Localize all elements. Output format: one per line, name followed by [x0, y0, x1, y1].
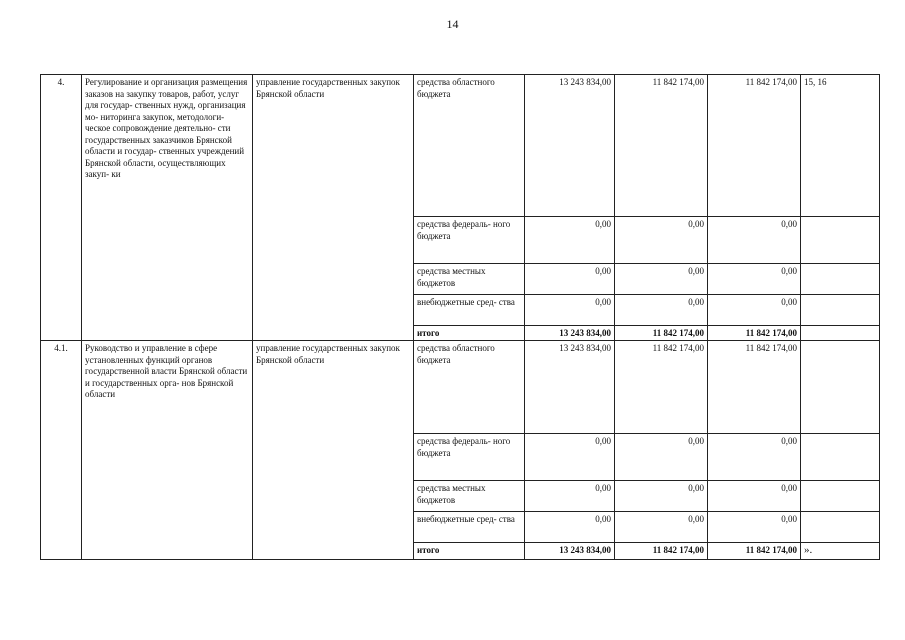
page-number: 14: [446, 17, 459, 31]
amount-year-1: 0,00: [525, 481, 615, 512]
amount-year-3: 0,00: [708, 295, 801, 326]
amount-year-3: 11 842 174,00: [708, 75, 801, 217]
executor-name: управление государственных закупок Брянской области: [253, 75, 414, 341]
amount-year-1: 0,00: [525, 264, 615, 295]
amount-year-3: 0,00: [708, 217, 801, 264]
indicator-ref: [801, 341, 880, 434]
indicator-ref: [801, 481, 880, 512]
amount-year-3: 0,00: [708, 512, 801, 543]
funding-source-label: средства федераль- ного бюджета: [414, 217, 525, 264]
indicator-ref: 15, 16: [801, 75, 880, 217]
total-year-1: 13 243 834,00: [525, 326, 615, 341]
funding-source-label: средства федераль- ного бюджета: [414, 434, 525, 481]
amount-year-2: 0,00: [615, 264, 708, 295]
amount-year-2: 0,00: [615, 295, 708, 326]
indicator-ref: [801, 326, 880, 341]
total-label: итого: [414, 326, 525, 341]
total-year-2: 11 842 174,00: [615, 543, 708, 560]
total-year-1: 13 243 834,00: [525, 543, 615, 560]
amount-year-3: 0,00: [708, 264, 801, 295]
amount-year-1: 13 243 834,00: [525, 75, 615, 217]
funding-source-label: средства областного бюджета: [414, 75, 525, 217]
indicator-ref: [801, 295, 880, 326]
amount-year-2: 0,00: [615, 512, 708, 543]
total-year-3: 11 842 174,00: [708, 326, 801, 341]
total-label: итого: [414, 543, 525, 560]
amount-year-2: 0,00: [615, 217, 708, 264]
amount-year-3: 0,00: [708, 481, 801, 512]
budget-table: [40, 74, 880, 560]
amount-year-1: 0,00: [525, 434, 615, 481]
amount-year-2: 11 842 174,00: [615, 75, 708, 217]
funding-source-label: средства областного бюджета: [414, 341, 525, 434]
funding-source-label: средства местных бюджетов: [414, 264, 525, 295]
row-number: 4.: [41, 75, 82, 341]
amount-year-2: 0,00: [615, 481, 708, 512]
total-year-2: 11 842 174,00: [615, 326, 708, 341]
amount-year-2: 11 842 174,00: [615, 341, 708, 434]
amount-year-1: 13 243 834,00: [525, 341, 615, 434]
amount-year-1: 0,00: [525, 512, 615, 543]
funding-source-label: внебюджетные сред- ства: [414, 512, 525, 543]
row-number: 4.1.: [41, 341, 82, 560]
table-row: [41, 75, 880, 217]
funding-source-label: средства местных бюджетов: [414, 481, 525, 512]
amount-year-1: 0,00: [525, 217, 615, 264]
table-row: [41, 341, 880, 434]
funding-source-label: внебюджетные сред- ства: [414, 295, 525, 326]
indicator-ref: [801, 264, 880, 295]
amount-year-1: 0,00: [525, 295, 615, 326]
amount-year-3: 0,00: [708, 434, 801, 481]
indicator-ref: [801, 434, 880, 481]
amount-year-2: 0,00: [615, 434, 708, 481]
amount-year-3: 11 842 174,00: [708, 341, 801, 434]
executor-name: управление государственных закупок Брянской области: [253, 341, 414, 560]
measure-name: Регулирование и организация размещения заказов на закупку товаров, работ, услуг для государ- ственных нужд, организация мо- ниторинга закупок, методологи- ческое сопровождение деятельно- сти государственных заказчиков Брянской области и государ- ственных учреждений Брянской области, осуществляющих закуп- ки: [82, 75, 253, 341]
indicator-ref: [801, 217, 880, 264]
indicator-ref: [801, 512, 880, 543]
total-year-3: 11 842 174,00: [708, 543, 801, 560]
measure-name: Руководство и управление в сфере установленных функций органов государственной власти Брянской области и государственных орга- нов Брянской области: [82, 341, 253, 560]
closing-quote-mark: ».: [801, 543, 880, 560]
